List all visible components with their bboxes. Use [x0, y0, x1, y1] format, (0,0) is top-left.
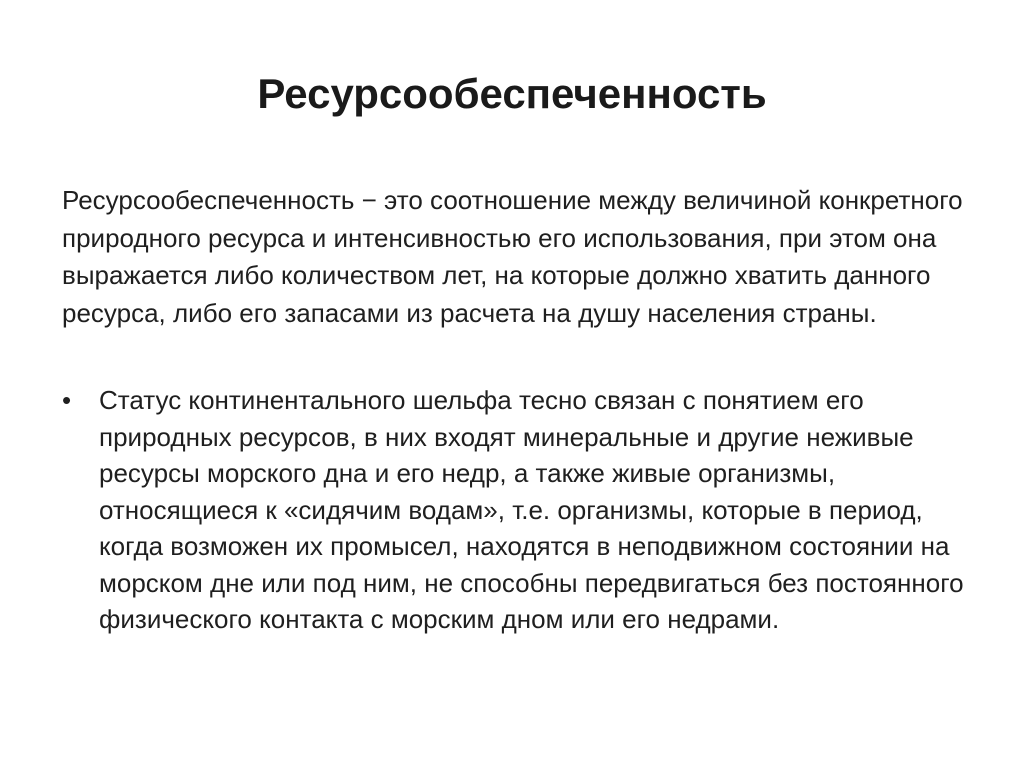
- bullet-item: [62, 382, 972, 638]
- bullet-text: Статус континентального шельфа тесно связан с понятием его природных ресурсов, в них входят минеральные и другие неживые ресурсы морского дна и его недр, а также живые организмы, относящиеся к «сидячим водам», т.е. организмы, которые в период, когда возможен их промысел, находятся в неподвижном состоянии на морском дне или под ним, не способны передвигаться без постоянного физического контакта с морским дном или его недрами.: [99, 385, 964, 634]
- bullet-list: [62, 382, 972, 638]
- bullet-marker: •: [62, 385, 72, 415]
- slide-title: Ресурсообеспеченность: [257, 70, 767, 117]
- intro-paragraph: Ресурсообеспеченность − это соотношение между величиной конкретного природного ресурса и интенсивностью его использования, при этом она выражается либо количеством лет, на которые должно хватить данного ресурса, либо его запасами из расчета на душу населения страны.: [62, 185, 963, 328]
